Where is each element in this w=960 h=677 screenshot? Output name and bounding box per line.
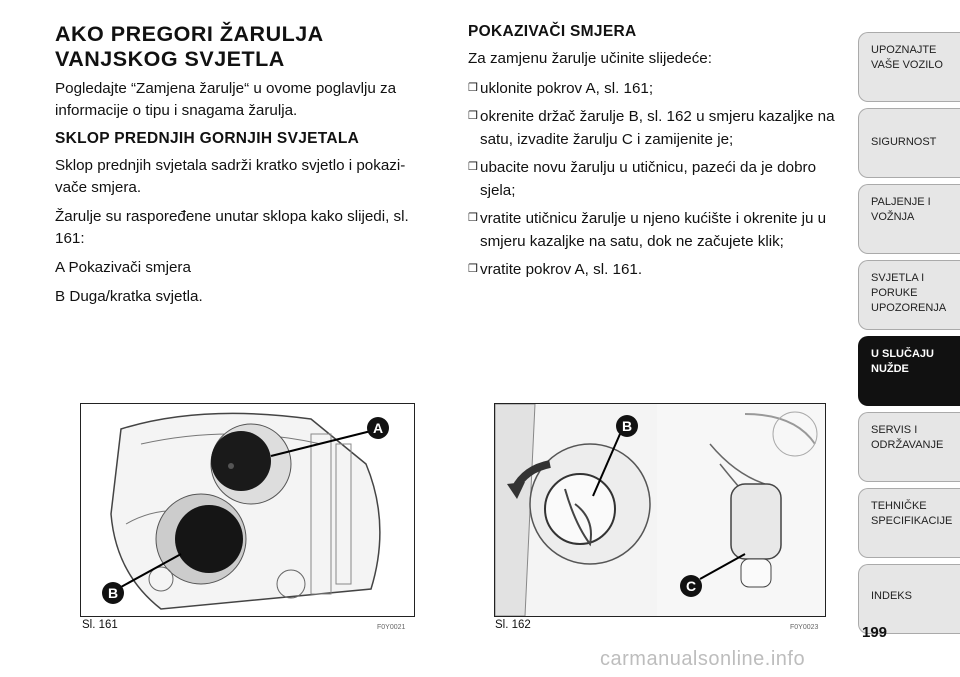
section-heading-turn-signals: POKAZIVAČI SMJERA: [468, 23, 637, 40]
figure-162-caption: Sl. 162: [495, 619, 531, 631]
section-heading: AKO PREGORI ŽARULJA VANJSKOG SVJETLA: [55, 22, 323, 71]
intro-paragraph: Pogledajte “Zamjena žarulje“ u ovome poglavlju za informacije o tipu i snagama žarulja.: [55, 80, 397, 119]
svg-text:B: B: [107, 585, 119, 601]
figure-162: [494, 403, 826, 617]
subsection-heading: SKLOP PREDNJIH GORNJIH SVJETALA: [55, 130, 360, 147]
tab-svjetla[interactable]: SVJETLA I PORUKE UPOZORENJA: [858, 260, 960, 330]
intro-paragraph: Za zamjenu žarulje učinite slijedeće:: [468, 50, 712, 67]
step-item: ❒ uklonite pokrov A, sl. 161;: [468, 77, 848, 100]
checkbox-bullet-icon: ❒: [468, 263, 478, 275]
svg-text:A: A: [372, 420, 384, 436]
tab-tehnicke[interactable]: TEHNIČKE SPECIFIKACIJE: [858, 488, 960, 558]
tab-upoznajte[interactable]: UPOZNAJTE VAŠE VOZILO: [858, 32, 960, 102]
cover-b: [175, 505, 243, 573]
left-column: [55, 22, 440, 315]
right-column: [468, 22, 848, 286]
step-item: ❒ ubacite novu žarulju u utičnicu, pazeći da je dobro sjela;: [468, 156, 848, 202]
step-item: ❒ vratite utičnicu žarulje u njeno kućište i okrenite ju u smjeru kazaljke na satu, dok ne začujete klik;: [468, 207, 848, 253]
svg-text:C: C: [685, 578, 697, 594]
page-number: 199: [862, 624, 888, 641]
step-item: ❒ vratite pokrov A, sl. 161.: [468, 258, 848, 281]
tab-servis[interactable]: SERVIS I ODRŽAVANJE: [858, 412, 960, 482]
checkbox-bullet-icon: ❒: [468, 82, 478, 94]
figure-161-code: F0Y0021: [377, 624, 406, 631]
tab-sigurnost[interactable]: SIGURNOST: [858, 108, 960, 178]
tab-indeks[interactable]: INDEKS: [858, 564, 960, 634]
tab-paljenje[interactable]: PALJENJE I VOŽNJA: [858, 184, 960, 254]
legend-item-b: B Duga/kratka svjetla.: [55, 288, 203, 305]
watermark: carmanualsonline.info: [600, 648, 806, 670]
checkbox-bullet-icon: ❒: [468, 110, 478, 122]
bulb-replacement-illustration: [495, 404, 825, 616]
svg-text:B: B: [621, 418, 633, 434]
checkbox-bullet-icon: ❒: [468, 161, 478, 173]
cover-a: [211, 431, 271, 491]
checkbox-bullet-icon: ❒: [468, 212, 478, 224]
figure-162-code: F0Y0023: [790, 624, 819, 631]
headlamp-illustration: [81, 404, 414, 616]
bulb-c: [731, 484, 781, 559]
step-item: ❒ okrenite držač žarulje B, sl. 162 u smjeru kazaljke na satu, izvadite žarulju C i zamijenite je;: [468, 105, 848, 151]
paragraph: Sklop prednjih svjetala sadrži kratko svjetlo i pokazi- vače smjera.: [55, 157, 406, 196]
figure-161-caption: Sl. 161: [82, 619, 118, 631]
tab-u-slucaju-nuzde[interactable]: U SLUČAJU NUŽDE: [858, 336, 960, 406]
legend-item-a: A Pokazivači smjera: [55, 259, 191, 276]
paragraph: Žarulje su raspoređene unutar sklopa kako slijedi, sl. 161:: [55, 208, 409, 247]
figure-161: [80, 403, 415, 617]
